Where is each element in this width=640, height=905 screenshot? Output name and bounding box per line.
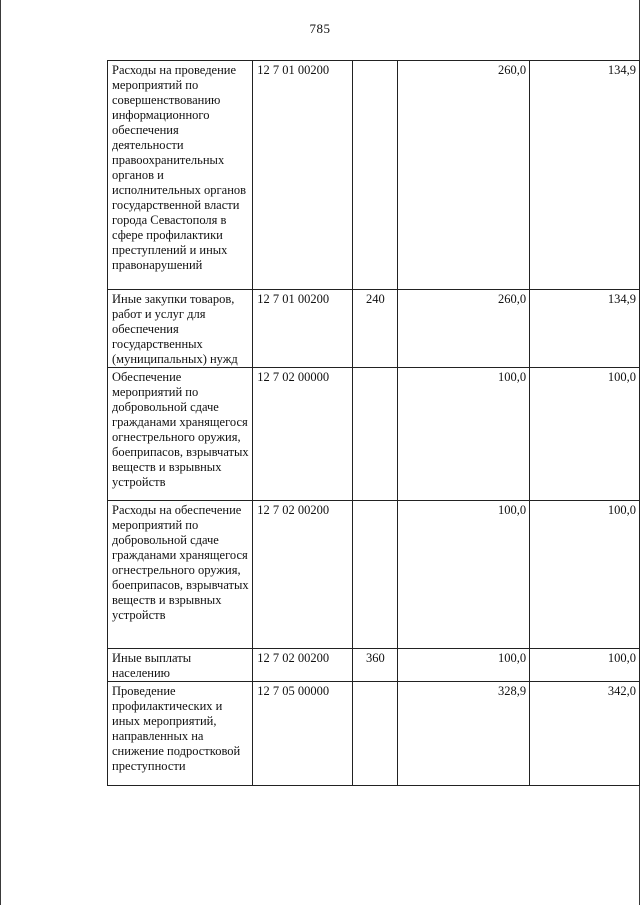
expense-type-cell bbox=[353, 501, 398, 649]
item-name-cell: Иные закупки товаров, работ и услуг для обеспечения государственных (муниципальных) нужд bbox=[108, 290, 253, 368]
expense-type-cell bbox=[353, 682, 398, 786]
target-code-cell: 12 7 02 00200 bbox=[253, 649, 353, 682]
target-code-cell: 12 7 01 00200 bbox=[253, 61, 353, 290]
item-name-cell: Расходы на проведение мероприятий по совершенствованию информационного обеспечения деятельности правоохранительных органов и исполнительных органов государственной власти города Севастополя в сфере профилактики преступлений и иных правонарушений bbox=[108, 61, 253, 290]
scan-edge-left bbox=[0, 0, 1, 905]
expense-type-cell: 360 bbox=[353, 649, 398, 682]
target-code-cell: 12 7 05 00000 bbox=[253, 682, 353, 786]
table-row bbox=[108, 368, 640, 501]
amount-year2-cell: 100,0 bbox=[530, 368, 640, 501]
amount-year2-cell: 134,9 bbox=[530, 290, 640, 368]
budget-table bbox=[107, 60, 640, 786]
amount-year1-cell: 260,0 bbox=[397, 61, 529, 290]
table-row bbox=[108, 649, 640, 682]
target-code-cell: 12 7 01 00200 bbox=[253, 290, 353, 368]
amount-year2-cell: 100,0 bbox=[530, 501, 640, 649]
amount-year1-cell: 260,0 bbox=[397, 290, 529, 368]
item-name-cell: Проведение профилактических и иных мероприятий, направленных на снижение подростковой преступности bbox=[108, 682, 253, 786]
amount-year1-cell: 328,9 bbox=[397, 682, 529, 786]
amount-year2-cell: 100,0 bbox=[530, 649, 640, 682]
item-name-cell: Расходы на обеспечение мероприятий по добровольной сдаче гражданами хранящегося огнестрельного оружия, боеприпасов, взрывчатых веществ и взрывных устройств bbox=[108, 501, 253, 649]
amount-year1-cell: 100,0 bbox=[397, 649, 529, 682]
expense-type-cell bbox=[353, 368, 398, 501]
item-name-cell: Иные выплаты населению bbox=[108, 649, 253, 682]
table-row bbox=[108, 682, 640, 786]
target-code-cell: 12 7 02 00000 bbox=[253, 368, 353, 501]
item-name-cell: Обеспечение мероприятий по добровольной сдаче гражданами хранящегося огнестрельного оружия, боеприпасов, взрывчатых веществ и взрывных устройств bbox=[108, 368, 253, 501]
table-row bbox=[108, 290, 640, 368]
target-code-cell: 12 7 02 00200 bbox=[253, 501, 353, 649]
amount-year1-cell: 100,0 bbox=[397, 501, 529, 649]
amount-year2-cell: 134,9 bbox=[530, 61, 640, 290]
table-row bbox=[108, 501, 640, 649]
expense-type-cell: 240 bbox=[353, 290, 398, 368]
amount-year2-cell: 342,0 bbox=[530, 682, 640, 786]
expense-type-cell bbox=[353, 61, 398, 290]
page-number: 785 bbox=[309, 21, 331, 36]
table-row bbox=[108, 61, 640, 290]
amount-year1-cell: 100,0 bbox=[397, 368, 529, 501]
